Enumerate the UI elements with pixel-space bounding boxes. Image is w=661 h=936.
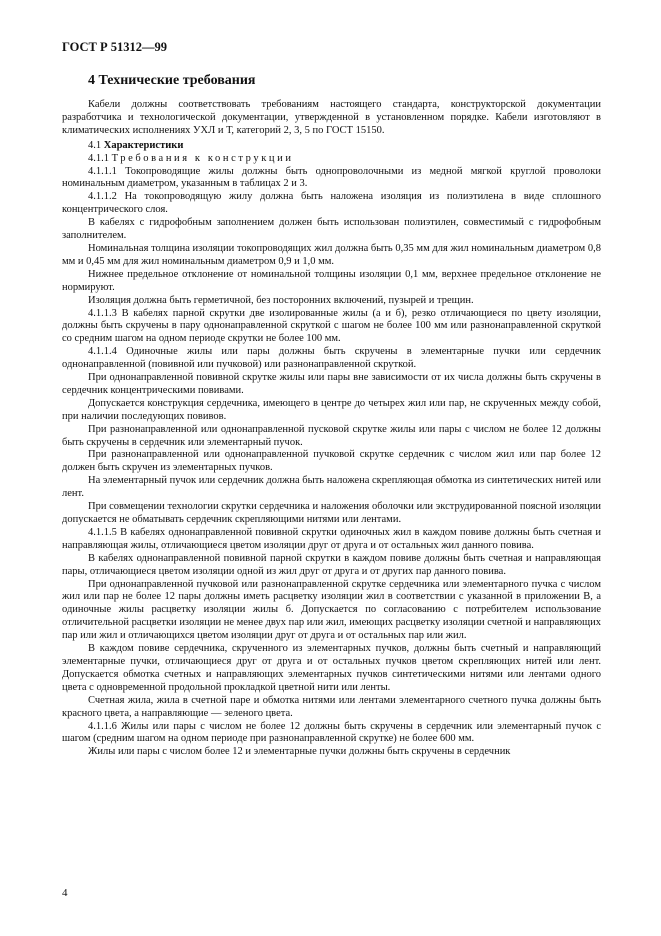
subsection-title: Характеристики <box>103 139 184 151</box>
paragraph: В кабелях однонаправленной повивной парной скрутки в каждом повиве должны быть счетная и направляющая пары, отличающиеся цветом изоляции одной из жил друг от друга и от других пар данного повива. <box>62 552 601 577</box>
paragraph: 4.1.1.5 В кабелях однонаправленной повивной скрутки одиночных жил в каждом повиве должны быть счетная и направляющая жилы, отличающиеся цветом изоляции друг от друга и от остальных жил данного повива. <box>62 526 601 551</box>
subsection-heading <box>62 140 601 153</box>
paragraph: Нижнее предельное отклонение от номинальной толщины изоляции 0,1 мм, верхнее предельное отклонение не нормируют. <box>62 268 601 293</box>
page-number: 4 <box>62 887 68 899</box>
paragraph: В каждом повиве сердечника, скрученного из элементарных пучков, должны быть счетный и направляющий элементарные пучки, отличающиеся друг от друга и от остальных пучков цветом скрепляющих нитей или лент. Допускается обмотка счетных и направляющих элементарных пучков синтетическими нитями или лентами одного цвета с одновременной продольной прокладкой цветной нити или ленты. <box>62 643 601 693</box>
paragraph: Изоляция должна быть герметичной, без посторонних включений, пузырей и трещин. <box>88 294 474 306</box>
paragraph: 4.1.1.6 Жилы или пары с числом не более 12 должны быть скручены в сердечник или элементарный пучок с шагом (средним шагом на одном периоде при разнонаправленной скрутке) не более 600 мм. <box>62 720 601 745</box>
subsection-heading <box>62 153 601 166</box>
paragraph: Кабели должны соответствовать требованиям настоящего стандарта, конструкторской документации разработчика и технологической документации, утвержденной в установленном порядке. Кабели изготовляют в климатических исполнениях УХЛ и Т, категорий 2, 3, 5 по ГОСТ 15150. <box>62 99 601 136</box>
paragraph: Номинальная толщина изоляции токопроводящих жил должна быть 0,35 мм для жил номинальным диаметром 0,8 мм и 0,45 мм для жил номинальным диаметром 0,9 и 1,0 мм. <box>62 242 601 267</box>
document-header: ГОСТ Р 51312—99 <box>62 40 168 54</box>
paragraph: Допускается конструкция сердечника, имеющего в центре до четырех жил или пар, не скрученных между собой, при наличии последующих повивов. <box>62 397 601 422</box>
subsection-title: Требования к конструкции <box>111 152 294 164</box>
paragraph: Счетная жила, жила в счетной паре и обмотка нитями или лентами элементарного счетного пучка должны быть красного цвета, а направляющие — зеленого цвета. <box>62 694 601 719</box>
paragraph: При однонаправленной пучковой или разнонаправленной скрутке сердечника или элементарного пучка с числом жил или пар не более 12 пары должны иметь расцветку изоляции жил в соответствии с указанной в приложении В, а одиночные жилы расцветку изоляции жилы б. Допускается по согласованию с потребителем использование отличительной расцветки изоляции не менее двух пар или жил, имеющих расцветку изоляции счетной и направляющих пар или жил и отличающихся цветом изоляции друг от друга и от остальных пар или жил. <box>62 578 601 642</box>
paragraph: 4.1.1.2 На токопроводящую жилу должна быть наложена изоляция из полиэтилена в виде сплошного концентрического слоя. <box>62 191 601 216</box>
subsection-number: 4.1 <box>88 139 104 151</box>
paragraph: На элементарный пучок или сердечник должна быть наложена скрепляющая обмотка из синтетических нитей или лент. <box>62 475 601 500</box>
subsection-number: 4.1.1 <box>88 152 112 164</box>
paragraph: 4.1.1.1 Токопроводящие жилы должны быть однопроволочными из медной мягкой круглой проволоки номинальным диаметром, указанным в таблицах 2 и 3. <box>62 165 601 190</box>
paragraph: При разнонаправленной или однонаправленной пучковой скрутке сердечник с числом жил или пар более 12 должен быть скручен из элементарных пучков. <box>62 449 601 474</box>
section-title: 4 Технические требования <box>88 73 256 88</box>
paragraph: 4.1.1.4 Одиночные жилы или пары должны быть скручены в элементарные пучки или сердечник однонаправленной (повивной или пучковой) или разнонаправленной скруткой. <box>62 346 601 371</box>
paragraph: Жилы или пары с числом более 12 и элементарные пучки должны быть скручены в сердечник <box>88 746 511 758</box>
paragraph: При разнонаправленной или однонаправленной пусковой скрутке жилы или пары с числом не более 12 должны быть скручены в сердечник или элементарный пучок. <box>62 423 601 448</box>
paragraph: При совмещении технологии скрутки сердечника и наложения оболочки или экструдированной поясной изоляции допускается не обматывать сердечник скрепляющими нитями или лентами. <box>62 501 601 525</box>
paragraph: 4.1.1.3 В кабелях парной скрутки две изолированные жилы (а и б), резко отличающиеся по цвету изоляции, должны быть скручены в пару однонаправленной скруткой с шагом не более 100 мм или разнонаправленной скруткой со средним шагом на одном периоде скрутки не более 100 мм. <box>62 307 601 345</box>
body-text <box>62 99 601 759</box>
paragraph: В кабелях с гидрофобным заполнением должен быть использован полиэтилен, совместимый с гидрофобным заполнителем. <box>62 217 601 242</box>
paragraph: При однонаправленной повивной скрутке жилы или пары вне зависимости от их числа должны быть скручены в сердечник концентрическими повивами. <box>62 372 601 396</box>
